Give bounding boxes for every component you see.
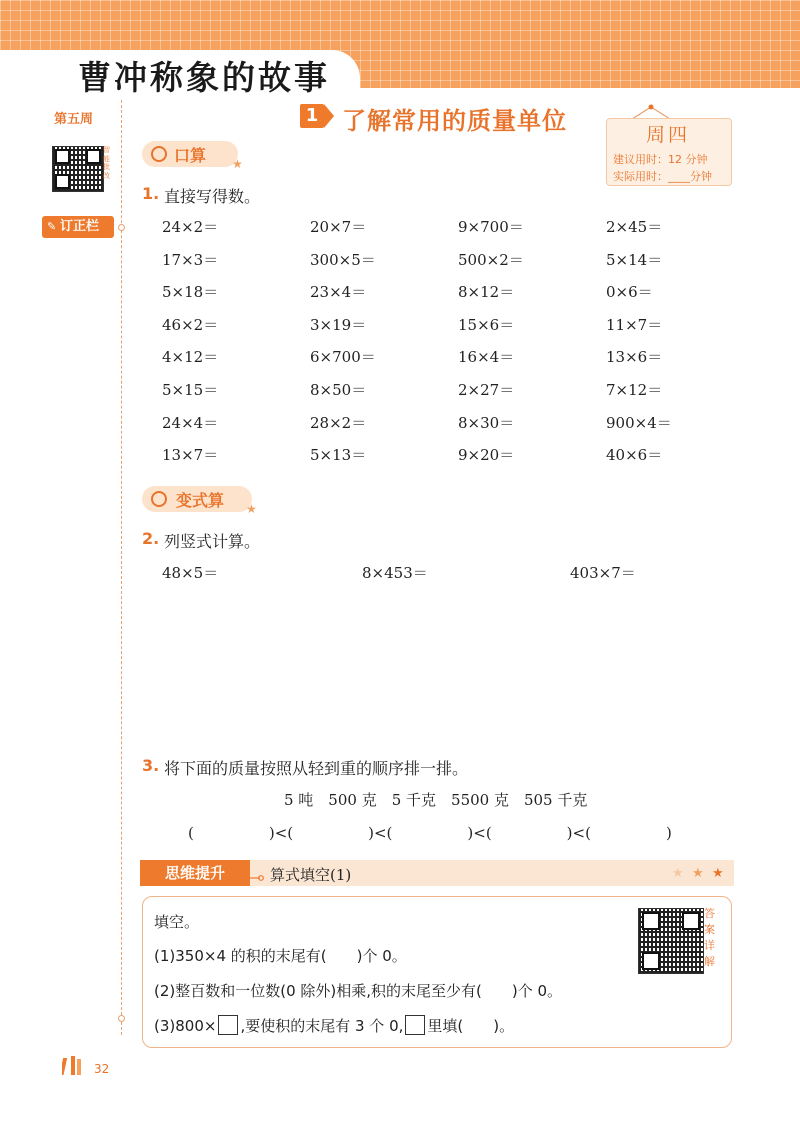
oral-item: 300×5＝ bbox=[310, 250, 376, 269]
oral-item: 500×2＝ bbox=[458, 250, 524, 269]
oral-item: 40×6＝ bbox=[606, 446, 663, 465]
qr-caption: 智能批改 bbox=[103, 146, 110, 180]
line3-part-a: (3)800× bbox=[154, 1017, 217, 1035]
thinking-line-3 bbox=[154, 1015, 514, 1036]
mass-list: 5 吨 500 克 5 千克 5500 克 505 千克 bbox=[284, 791, 588, 809]
oral-item: 46×2＝ bbox=[162, 315, 219, 334]
margin-divider bbox=[121, 100, 122, 1035]
oral-item: 23×4＝ bbox=[310, 283, 367, 302]
qr-corner bbox=[55, 149, 70, 164]
oral-item: 17×3＝ bbox=[162, 250, 219, 269]
actual-time: 实际用时：____分钟 bbox=[613, 170, 712, 183]
qr-corner bbox=[682, 912, 700, 930]
answer-box[interactable] bbox=[405, 1015, 425, 1035]
thinking-line-2: (2)整百数和一位数(0 除外)相乘,积的末尾至少有( )个 0。 bbox=[154, 982, 563, 1000]
page-title: 曹冲称象的故事 bbox=[78, 58, 330, 97]
section-number: 1 bbox=[300, 104, 324, 128]
oral-item: 6×700＝ bbox=[310, 348, 376, 367]
oral-item: 20×7＝ bbox=[310, 218, 367, 236]
section-arrow-icon bbox=[324, 104, 334, 128]
order-blanks: ( )<( )<( )<( )<( ) bbox=[188, 824, 672, 842]
question-text: 将下面的质量按照从轻到重的顺序排一排。 bbox=[164, 759, 469, 778]
thinking-label: 思维提升 bbox=[140, 860, 250, 886]
qr-corner bbox=[642, 912, 660, 930]
variant-label: 变式算 bbox=[176, 491, 225, 510]
question-text: 列竖式计算。 bbox=[164, 532, 261, 551]
oral-item: 2×27＝ bbox=[458, 381, 515, 399]
day-name: 周四 bbox=[646, 124, 691, 146]
vertical-item: 8×453＝ bbox=[362, 564, 428, 582]
oral-item: 4×12＝ bbox=[162, 348, 219, 367]
oral-item: 11×7＝ bbox=[606, 315, 663, 334]
page-number: 32 bbox=[94, 1062, 110, 1076]
oral-item: 13×6＝ bbox=[606, 348, 663, 367]
oral-item: 5×14＝ bbox=[606, 250, 663, 269]
qr-corner bbox=[55, 174, 70, 189]
oral-item: 9×20＝ bbox=[458, 446, 515, 465]
answer-qr-icon[interactable] bbox=[638, 908, 704, 974]
oral-item: 3×19＝ bbox=[310, 315, 367, 334]
suggested-time: 建议用时：12 分钟 bbox=[613, 153, 708, 166]
line3-part-b: ,要使积的末尾有 3 个 0, bbox=[240, 1017, 404, 1035]
oral-item: 24×4＝ bbox=[162, 413, 219, 432]
oral-item: 8×50＝ bbox=[310, 381, 367, 399]
oral-label: 口算 bbox=[174, 146, 207, 165]
books-icon bbox=[62, 1054, 92, 1076]
oral-item: 0×6＝ bbox=[606, 283, 653, 302]
target-icon bbox=[151, 491, 167, 507]
oral-item: 7×12＝ bbox=[606, 381, 663, 399]
oral-item: 24×2＝ bbox=[162, 218, 219, 236]
star-icon: ★ bbox=[246, 502, 257, 516]
oral-item: 15×6＝ bbox=[458, 315, 515, 334]
oral-item: 9×700＝ bbox=[458, 218, 524, 236]
oral-item: 8×12＝ bbox=[458, 283, 515, 302]
oral-item: 2×45＝ bbox=[606, 218, 663, 236]
oral-item: 5×15＝ bbox=[162, 381, 219, 399]
question-number: 3. bbox=[142, 756, 160, 775]
answer-caption: 答案详解 bbox=[704, 907, 715, 968]
margin-dot bbox=[118, 1015, 125, 1022]
star-icon: ★ bbox=[232, 157, 243, 171]
thinking-subtitle: 算式填空(1) bbox=[270, 866, 352, 884]
vertical-item: 48×5＝ bbox=[162, 564, 219, 582]
oral-item: 900×4＝ bbox=[606, 413, 672, 432]
qr-corner bbox=[86, 149, 101, 164]
question-text: 直接写得数。 bbox=[164, 187, 261, 206]
oral-item: 13×7＝ bbox=[162, 446, 219, 465]
thinking-intro: 填空。 bbox=[154, 913, 200, 931]
vertical-item: 403×7＝ bbox=[570, 564, 636, 582]
question-number: 1. bbox=[142, 184, 160, 203]
oral-item: 5×13＝ bbox=[310, 446, 367, 465]
star-icon: ★ bbox=[692, 866, 704, 881]
margin-dot bbox=[118, 224, 125, 231]
oral-item: 8×30＝ bbox=[458, 413, 515, 432]
answer-box[interactable] bbox=[218, 1015, 238, 1035]
week-label: 第五周 bbox=[54, 112, 94, 127]
connector-icon bbox=[250, 868, 264, 878]
qr-code-icon[interactable] bbox=[52, 146, 104, 192]
oral-item: 16×4＝ bbox=[458, 348, 515, 367]
correction-tag: 订正栏 bbox=[42, 216, 114, 238]
section-title: 了解常用的质量单位 bbox=[342, 107, 567, 135]
star-icon: ★ bbox=[672, 866, 684, 881]
line3-part-c: 里填( )。 bbox=[427, 1017, 515, 1035]
oral-item: 5×18＝ bbox=[162, 283, 219, 302]
qr-corner bbox=[642, 952, 660, 970]
stopwatch-icon bbox=[151, 146, 167, 162]
thinking-line-1: (1)350×4 的积的末尾有( )个 0。 bbox=[154, 947, 407, 965]
star-icon: ★ bbox=[712, 866, 724, 881]
oral-item: 28×2＝ bbox=[310, 413, 367, 432]
pencil-icon: ✎ bbox=[47, 220, 57, 233]
question-number: 2. bbox=[142, 529, 160, 548]
